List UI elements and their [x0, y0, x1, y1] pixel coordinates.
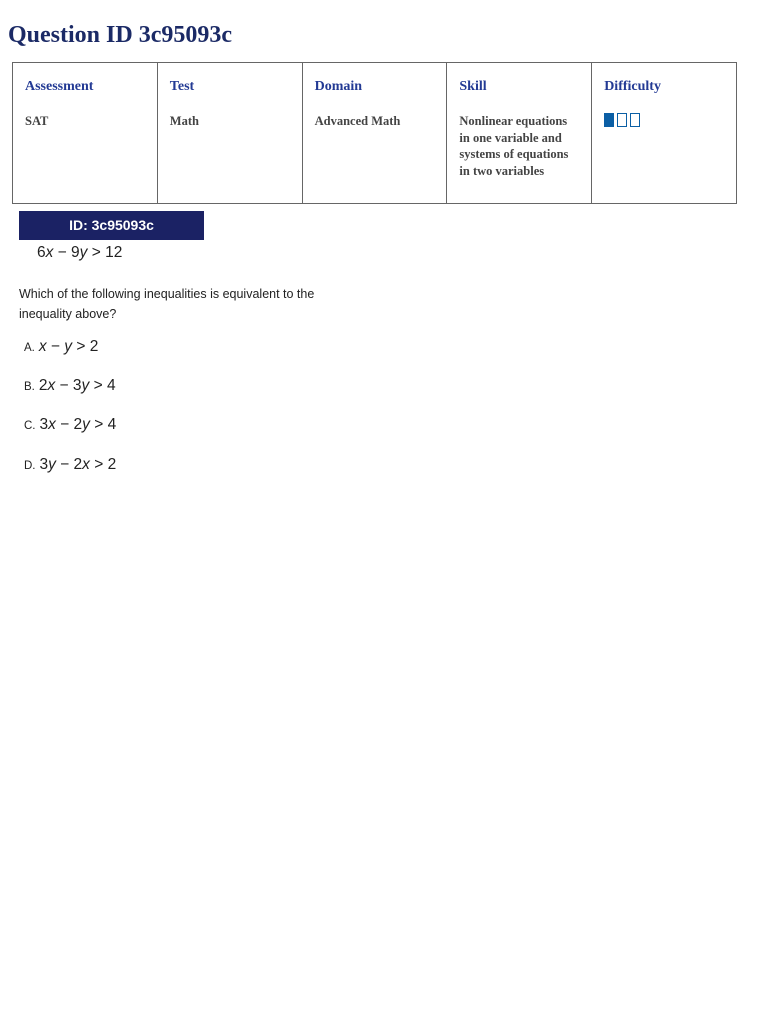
choice-relation: >: [89, 377, 107, 394]
question-prompt: Which of the following inequalities is equivalent to the inequality above?: [19, 287, 315, 321]
choice-c[interactable]: [24, 416, 116, 434]
choice-var-2: x: [82, 456, 90, 473]
difficulty-header: Difficulty: [604, 79, 661, 94]
choice-expression: [40, 456, 117, 474]
choice-letter: B.: [24, 381, 35, 393]
choice-rhs: 2: [89, 338, 99, 355]
skill-cell: [447, 63, 592, 204]
test-value: Math: [169, 114, 199, 128]
test-header: Test: [169, 79, 195, 94]
stem-coef-1: 6: [37, 244, 46, 261]
question-metadata-table: [12, 62, 737, 204]
choice-a[interactable]: [24, 338, 98, 356]
difficulty-cell: [592, 63, 737, 204]
assessment-value: SAT: [25, 114, 49, 128]
difficulty-box-icon: [630, 113, 640, 127]
test-cell: [157, 63, 302, 204]
choice-operator: −: [55, 377, 73, 394]
stem-var-2: y: [79, 244, 88, 261]
choice-coef-2: 2: [73, 456, 83, 473]
choice-var-1: x: [48, 416, 56, 433]
stem-rhs: 12: [105, 244, 123, 261]
choice-relation: >: [72, 338, 90, 355]
choice-operator: −: [55, 416, 74, 433]
domain-value: Advanced Math: [314, 114, 401, 128]
choice-letter: A.: [24, 342, 35, 354]
choice-expression: [39, 338, 98, 356]
choice-coef-1: 2: [38, 377, 48, 394]
metadata-row: [13, 63, 737, 204]
choice-var-2: y: [81, 377, 90, 394]
choice-operator: −: [55, 456, 74, 473]
choice-rhs: 4: [106, 377, 116, 394]
assessment-header: Assessment: [25, 79, 94, 94]
choice-var-2: y: [64, 338, 73, 355]
choice-letter: D.: [24, 460, 36, 472]
choice-coef-1: 3: [39, 416, 49, 433]
difficulty-box-icon: [604, 113, 614, 127]
page-title: Question ID 3c95093c: [8, 22, 232, 48]
choice-b[interactable]: [24, 377, 116, 395]
choice-d[interactable]: [24, 456, 116, 474]
choice-rhs: 4: [107, 416, 117, 433]
choice-letter: C.: [24, 420, 36, 432]
stem-var-1: x: [45, 244, 54, 261]
stem-coef-2: 9: [71, 244, 80, 261]
difficulty-indicator: [604, 113, 724, 127]
domain-header: Domain: [314, 79, 363, 94]
choice-expression: [39, 377, 116, 395]
choice-var-1: x: [47, 377, 56, 394]
stem-operator: −: [53, 244, 72, 261]
choice-var-1: y: [48, 456, 56, 473]
choice-var-2: y: [82, 416, 90, 433]
choice-coef-2: 2: [73, 416, 83, 433]
question-id-banner: ID: 3c95093c: [19, 211, 204, 240]
choice-coef-1: 3: [39, 456, 49, 473]
stem-equation: [37, 244, 122, 262]
choice-relation: >: [89, 456, 108, 473]
choice-var-1: x: [38, 338, 47, 355]
difficulty-box-icon: [617, 113, 627, 127]
choice-operator: −: [46, 338, 65, 355]
assessment-cell: [13, 63, 158, 204]
choice-rhs: 2: [107, 456, 117, 473]
domain-cell: [302, 63, 447, 204]
skill-header: Skill: [459, 79, 487, 94]
choice-relation: >: [89, 416, 108, 433]
choice-coef-2: 3: [72, 377, 82, 394]
choice-expression: [40, 416, 117, 434]
skill-value: Nonlinear equations in one variable and systems of equations in two variables: [459, 114, 569, 178]
stem-relation: >: [87, 244, 106, 261]
